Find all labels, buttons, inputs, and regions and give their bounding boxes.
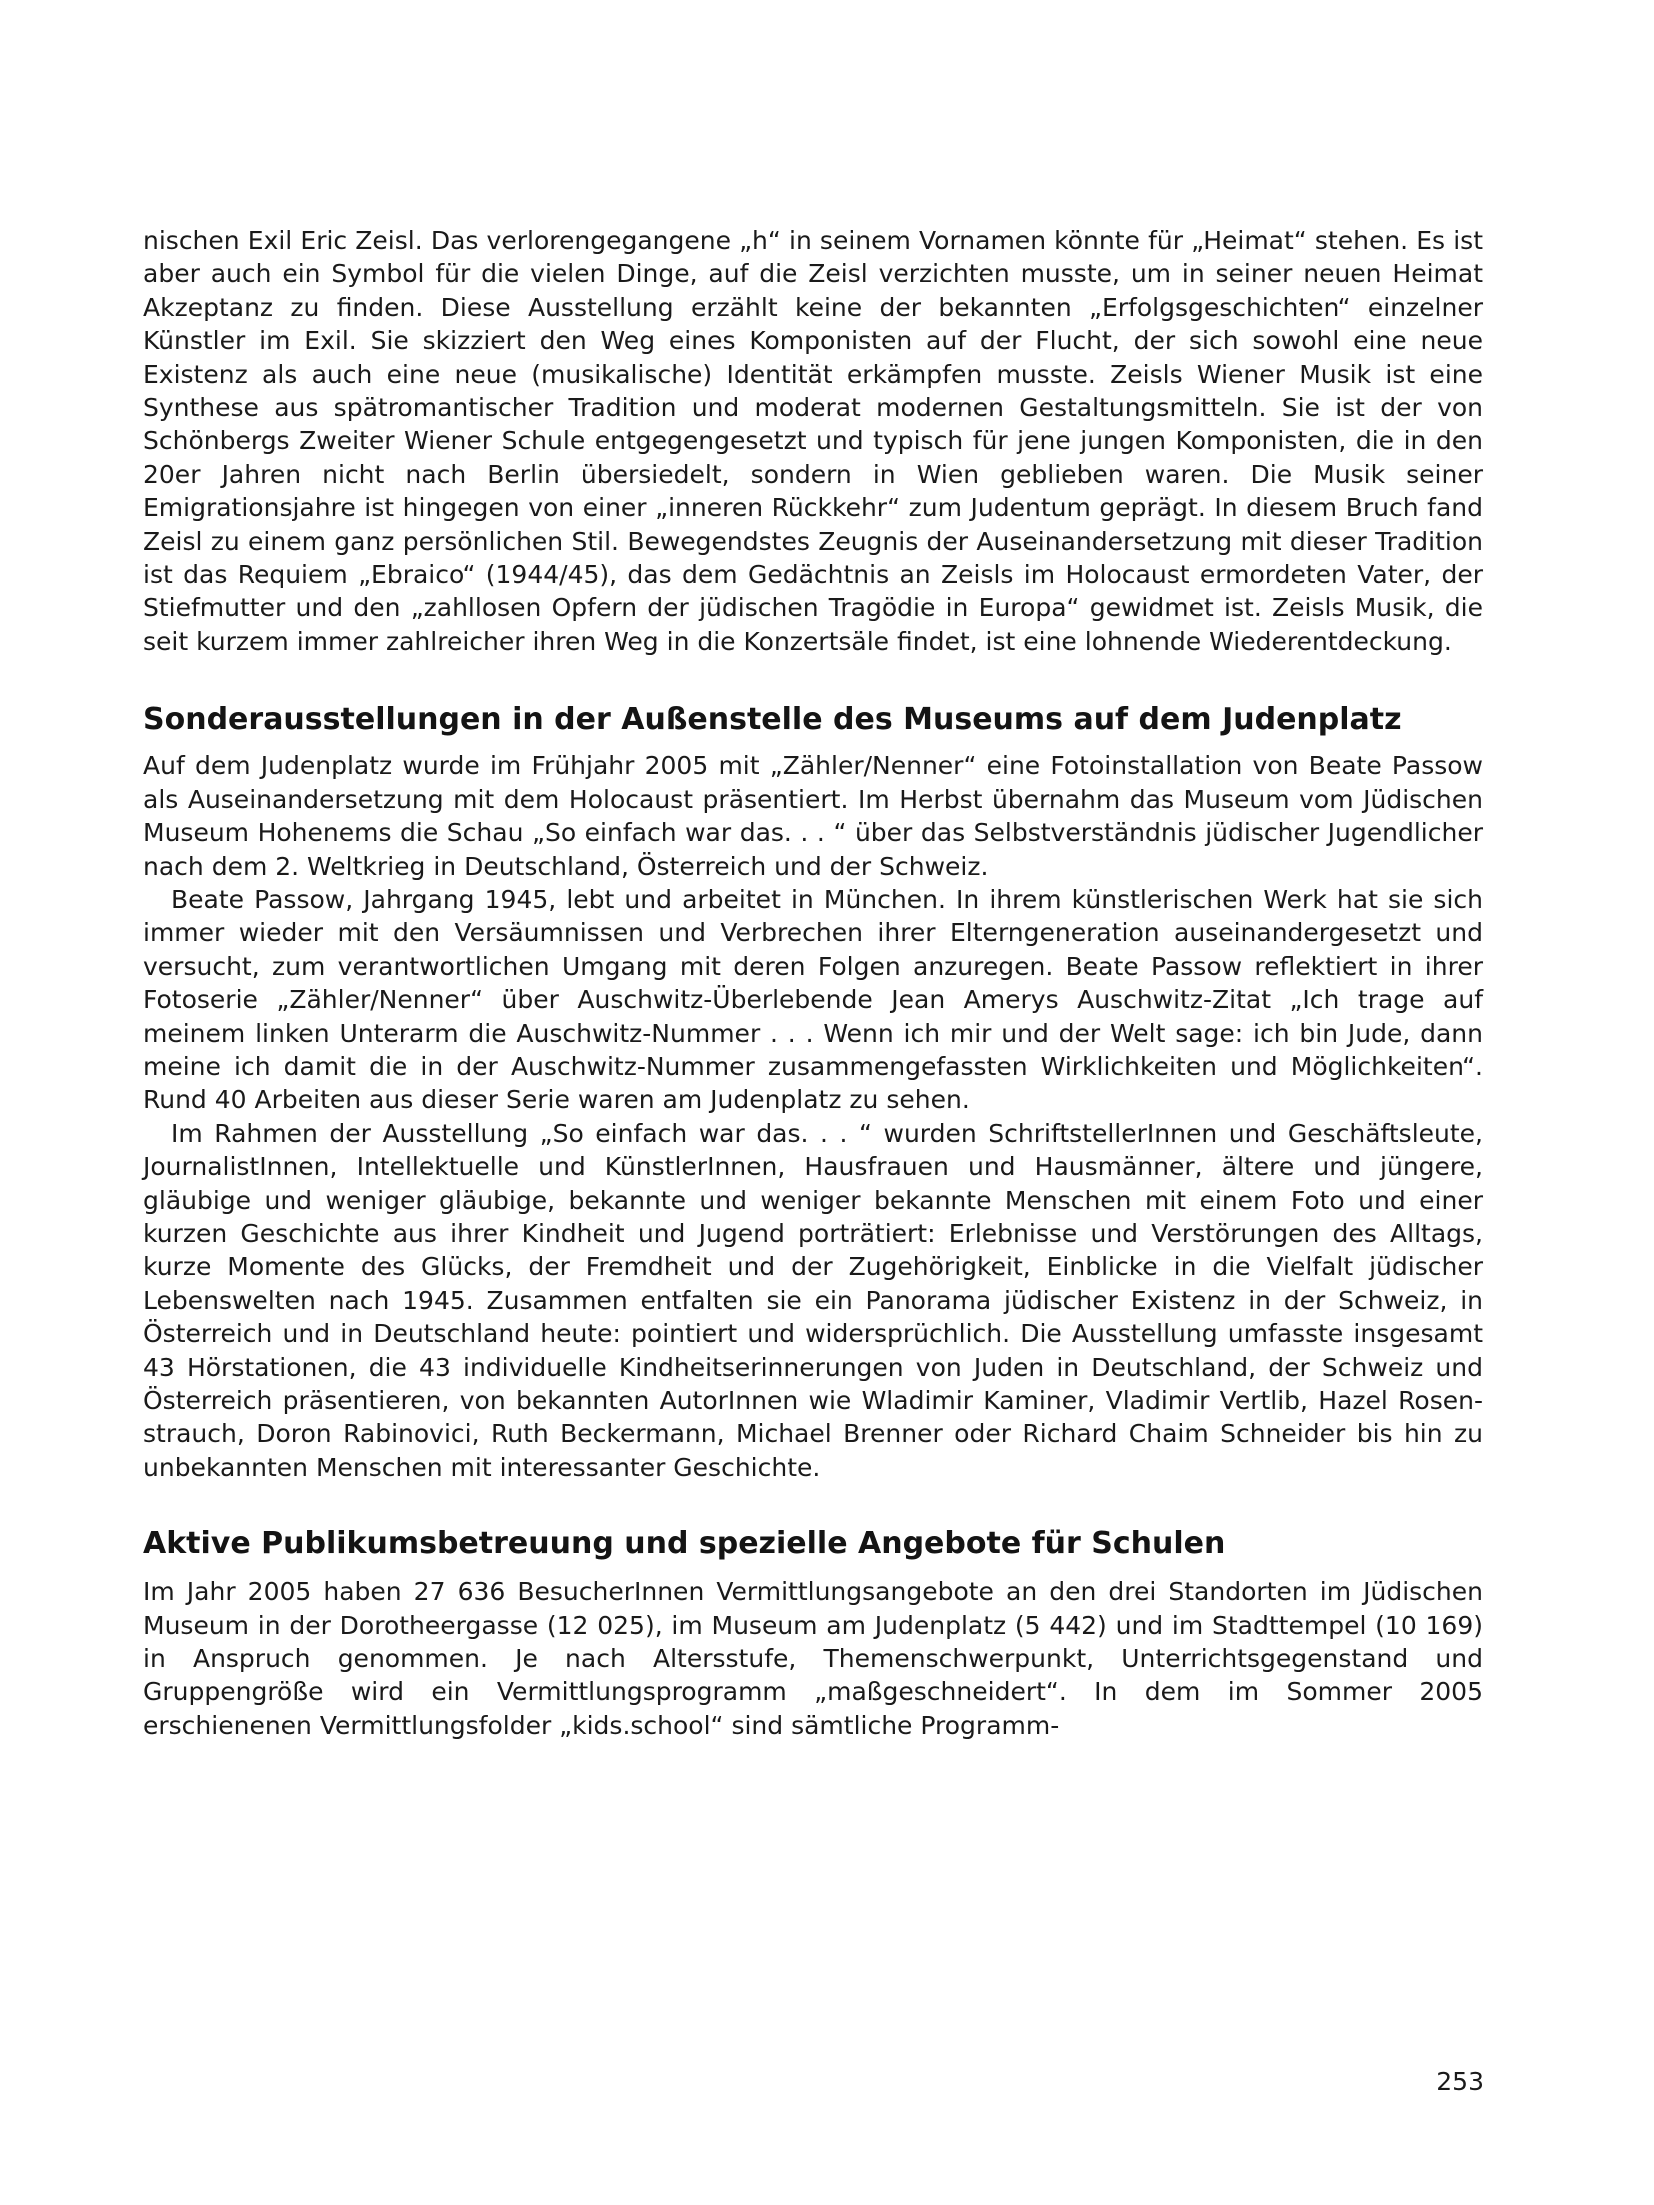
judenplatz-paragraph-1: Auf dem Judenplatz wurde im Frühjahr 2005 mit „Zähler/Nenner“ eine Fotoinstallation von Beate Passow als Auseinandersetzung mit dem Holocaust präsentiert. Im Herbst übernahm das Museum vom Jüdischen Museum Hohenems die Schau „So einfach war das. . . “ über das Selbstverständnis jüdischer Jugendlicher nach dem 2. Weltkrieg in Deutschland, Österreich und der Schweiz. (143, 751, 1483, 881)
section-heading-judenplatz: Sonderausstellungen in der Außenstelle des Museums auf dem Judenplatz (143, 702, 1402, 738)
section-heading-publikum: Aktive Publikumsbetreuung und spezielle Angebote für Schulen (143, 1526, 1226, 1562)
publikum-paragraph: Im Jahr 2005 haben 27 636 BesucherInnen Vermittlungsangebote an den drei Standorten im Jüdischen Museum in der Dorotheergasse (12 025), im Museum am Judenplatz (5 442) und im Stadttempel (10 169) in Anspruch genommen. Je nach Altersstufe, Themenschwerpunkt, Unterrichtsgegenstand und Gruppengröße wird ein Vermittlungsprogramm „maßgeschneidert“. In dem im Sommer 2005 erschienenen Vermittlungsfolder „kids.school“ sind sämtliche Programm- (143, 1577, 1483, 1740)
intro-paragraph: nischen Exil Eric Zeisl. Das verlorengegangene „h“ in seinem Vornamen könnte für „Heimat“ stehen. Es ist aber auch ein Symbol für die vielen Dinge, auf die Zeisl verzichten musste, um in seiner neuen Heimat Akzeptanz zu finden. Diese Ausstellung erzählt keine der bekannten „Erfolgsgeschichten“ einzelner Künstler im Exil. Sie skizziert den Weg eines Komponisten auf der Flucht, der sich sowohl eine neue Existenz als auch eine neue (musikalische) Identität erkämpfen musste. Zeisls Wiener Musik ist eine Synthese aus spätromantischer Tradition und moderat modernen Gestaltungsmitteln. Sie ist der von Schönbergs Zweiter Wiener Schule entgegengesetzt und typisch für jene jungen Komponisten, die in den 20er Jahren nicht nach Berlin übersiedelt, sondern in Wien geblieben waren. Die Musik seiner Emigrationsjahre ist hingegen von einer „inneren Rückkehr“ zum Judentum geprägt. In diesem Bruch fand Zeisl zu einem ganz persönlichen Stil. Bewegendstes Zeugnis der Auseinandersetzung mit dieser Tradition ist das Requiem „Ebraico“ (1944/45), das dem Gedächtnis an Zeisls im Holocaust ermordeten Vater, der Stiefmutter und den „zahllosen Opfern der jüdischen Tragödie in Europa“ gewidmet ist. Zeisls Musik, die seit kurzem immer zahlreicher ihren Weg in die Konzertsäle findet, ist eine lohnende Wiederentdeckung. (143, 226, 1483, 656)
judenplatz-paragraph-3: Im Rahmen der Ausstellung „So einfach war das. . . “ wurden SchriftstellerInnen und Geschäftsleute, JournalistInnen, Intellektuelle und KünstlerInnen, Hausfrauen und Hausmänner, ältere und jüngere, gläubige und weniger gläubige, bekannte und weniger bekannte Menschen mit einem Foto und einer kurzen Geschichte aus ihrer Kindheit und Jugend porträtiert: Erlebnisse und Verstörungen des Alltags, kurze Momente des Glücks, der Fremdheit und der Zugehörigkeit, Einblicke in die Vielfalt jüdischer Lebenswelten nach 1945. Zusammen entfalten sie ein Panorama jüdischer Existenz in der Schweiz, in Österreich und in Deutschland heute: pointiert und widersprüchlich. Die Ausstellung umfasste insgesamt 43 Hörstationen, die 43 individuelle Kindheitserinnerungen von Juden in Deutschland, der Schweiz und Österreich präsentieren, von bekannten AutorInnen wie Wladimir Kaminer, Vladimir Vertlib, Hazel Rosenstrauch, Doron Rabinovici, Ruth Beckermann, Michael Brenner oder Richard Chaim Schneider bis hin zu unbekannten Menschen mit interessanter Geschichte. (143, 1118, 1483, 1482)
judenplatz-paragraph-2: Beate Passow, Jahrgang 1945, lebt und arbeitet in München. In ihrem künstlerischen Werk hat sie sich immer wieder mit den Versäumnissen und Verbrechen ihrer Elterngeneration auseinandergesetzt und versucht, zum verantwortlichen Umgang mit deren Folgen anzuregen. Beate Passow reflektiert in ihrer Fotoserie „Zähler/Nenner“ über Auschwitz-Überlebende Jean Amerys Auschwitz-Zitat „Ich trage auf meinem linken Unterarm die Auschwitz-Nummer . . . Wenn ich mir und der Welt sage: ich bin Jude, dann meine ich damit die in der Auschwitz-Nummer zusammengefassten Wirklichkeiten und Möglichkeiten“. Rund 40 Arbeiten aus dieser Serie waren am Judenplatz zu sehen. (143, 884, 1483, 1115)
page-body (143, 224, 1483, 1742)
page-number: 253 (1436, 2067, 1484, 2096)
